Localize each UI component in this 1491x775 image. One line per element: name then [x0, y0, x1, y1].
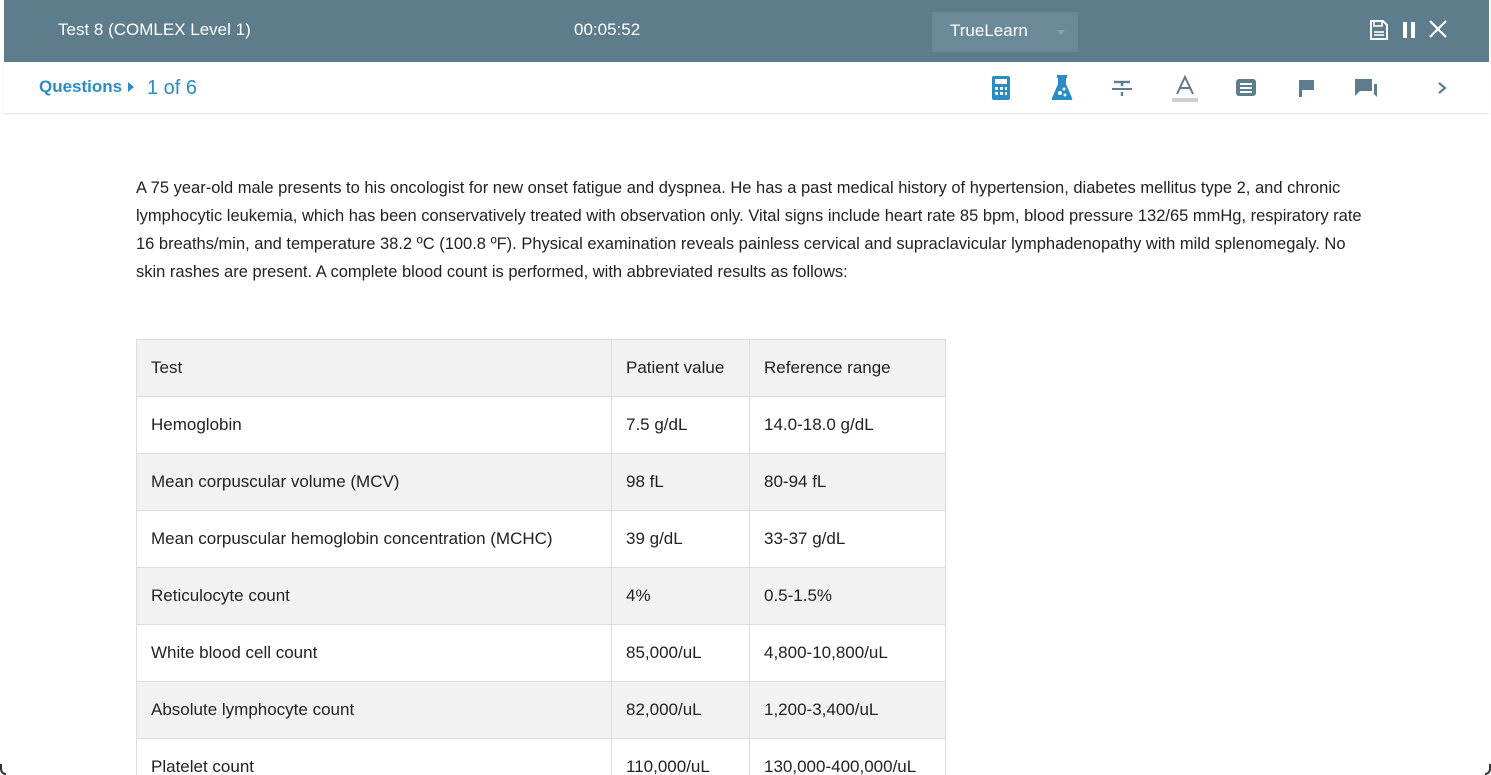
reference-range-cell: 0.5-1.5%: [750, 568, 946, 625]
reference-range-cell: 14.0-18.0 g/dL: [750, 397, 946, 454]
reference-range-cell: 33-37 g/dL: [750, 511, 946, 568]
table-row: [137, 454, 946, 511]
pause-icon[interactable]: [1398, 18, 1422, 44]
timer: 00:05:52: [574, 20, 641, 39]
reference-range-cell: 130,000-400,000/uL: [750, 739, 946, 775]
question-content: [136, 174, 1366, 286]
reference-range-cell: 1,200-3,400/uL: [750, 682, 946, 739]
table-row: [137, 568, 946, 625]
text-color-icon[interactable]: [1171, 74, 1197, 102]
table-row: [137, 397, 946, 454]
patient-value-cell: 98 fL: [612, 454, 750, 511]
calculator-icon[interactable]: [989, 74, 1015, 102]
test-name-cell: Hemoglobin: [137, 397, 612, 454]
top-bar: [4, 0, 1489, 62]
question-stem: A 75 year-old male presents to his oncologist for new onset fatigue and dyspnea. He has a past medical history of hypertension, diabetes mellitus type 2, and chronic lymphocytic leukemia, which has been conservatively treated with observation only. Vital signs include heart rate 85 bpm, blood pressure 132/65 mmHg, respiratory rate 16 breaths/min, and temperature 38.2 ºC (100.8 ºF). Physical examination reveals painless cervical and supraclavicular lymphadenopathy with mild splenomegaly. No skin rashes are present. A complete blood count is performed, with abbreviated results as follows:: [136, 179, 1362, 281]
patient-value-cell: 4%: [612, 568, 750, 625]
column-header: Patient value: [612, 340, 750, 397]
brand-label: TrueLearn: [950, 21, 1028, 40]
test-title: Test 8 (COMLEX Level 1): [58, 20, 251, 39]
test-name-cell: Mean corpuscular hemoglobin concentration (MCHC): [137, 511, 612, 568]
lab-values-icon[interactable]: [1049, 74, 1075, 102]
column-header: Reference range: [750, 340, 946, 397]
question-toolbar: [4, 62, 1489, 114]
test-name-cell: Mean corpuscular volume (MCV): [137, 454, 612, 511]
questions-link[interactable]: Questions: [39, 77, 123, 96]
next-icon[interactable]: [1432, 74, 1458, 102]
test-name-cell: Reticulocyte count: [137, 568, 612, 625]
question-counter: 1 of 6: [147, 77, 198, 99]
lab-results-table: [136, 339, 946, 775]
table-row: [137, 511, 946, 568]
reference-range-cell: 80-94 fL: [750, 454, 946, 511]
patient-value-cell: 85,000/uL: [612, 625, 750, 682]
test-name-cell: Platelet count: [137, 739, 612, 775]
chevron-down-icon: [1057, 30, 1065, 35]
test-name-cell: Absolute lymphocyte count: [137, 682, 612, 739]
save-icon[interactable]: [1368, 18, 1392, 44]
table-header-row: [137, 340, 946, 397]
caret-right-icon[interactable]: [128, 82, 134, 92]
close-icon[interactable]: [1426, 18, 1450, 44]
patient-value-cell: 39 g/dL: [612, 511, 750, 568]
table-row: [137, 682, 946, 739]
flag-icon[interactable]: [1294, 74, 1320, 102]
patient-value-cell: 82,000/uL: [612, 682, 750, 739]
patient-value-cell: 7.5 g/dL: [612, 397, 750, 454]
window-corner: [1485, 764, 1491, 775]
strikethrough-icon[interactable]: [1109, 74, 1135, 102]
feedback-icon[interactable]: [1352, 74, 1378, 102]
window-corner: [0, 764, 6, 775]
reference-range-cell: 4,800-10,800/uL: [750, 625, 946, 682]
patient-value-cell: 110,000/uL: [612, 739, 750, 775]
table-row: [137, 625, 946, 682]
brand-dropdown[interactable]: [932, 12, 1078, 52]
table-row: [137, 739, 946, 775]
column-header: Test: [137, 340, 612, 397]
test-name-cell: White blood cell count: [137, 625, 612, 682]
notes-icon[interactable]: [1233, 74, 1259, 102]
